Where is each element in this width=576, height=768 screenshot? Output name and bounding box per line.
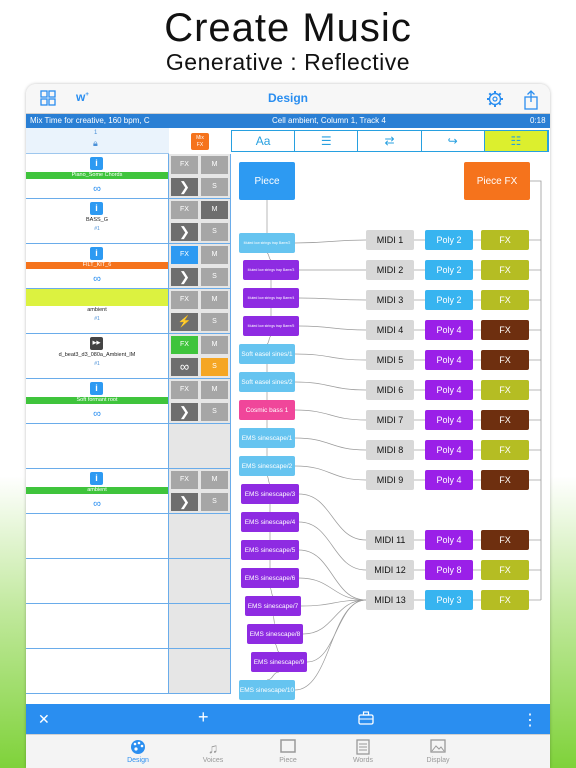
poly-node[interactable]: Poly 4 [425, 530, 473, 550]
track-controls [169, 154, 231, 694]
chevron-right-icon[interactable]: ❯ [171, 178, 198, 196]
mute-button[interactable]: M [201, 336, 228, 354]
close-icon[interactable]: ✕ [38, 711, 50, 727]
connection-wire [295, 410, 366, 420]
solo-button[interactable]: S [201, 313, 228, 331]
editor-tab-bar [231, 130, 549, 152]
control-row-empty [169, 514, 231, 559]
connection-wire [295, 354, 366, 360]
connection-wire [295, 466, 366, 480]
track-row[interactable] [26, 334, 169, 379]
info-icon[interactable]: i [90, 382, 103, 395]
voice-node[interactable]: EMS sinescape/6 [241, 568, 299, 588]
poly-node[interactable]: Poly 4 [425, 380, 473, 400]
fx-node[interactable]: FX [481, 230, 529, 250]
bottom-tab-bar [26, 734, 550, 768]
connection-wire [299, 326, 366, 330]
mix-fx-line2: FX [196, 142, 204, 148]
track-sub: #1 [94, 316, 100, 322]
tab-label: Display [426, 757, 450, 764]
solo-button[interactable]: S [201, 493, 228, 511]
connection-wire [275, 644, 279, 652]
network-canvas[interactable] [231, 154, 550, 704]
poly-node[interactable]: Poly 4 [425, 470, 473, 490]
fx-button[interactable]: FX [171, 471, 198, 489]
track-row-empty[interactable] [26, 649, 169, 694]
track-row[interactable] [26, 199, 169, 244]
connection-wire [299, 550, 366, 600]
info-icon[interactable]: i [90, 157, 103, 170]
chevron-right-icon[interactable]: ❯ [171, 403, 198, 421]
fx-node[interactable]: FX [481, 530, 529, 550]
control-row [169, 154, 231, 199]
poly-node[interactable]: Poly 4 [425, 440, 473, 460]
promo-title: Create Music [164, 6, 412, 50]
midi-node[interactable]: MIDI 5 [366, 350, 414, 370]
lightning-icon[interactable]: ⚡ [171, 313, 198, 331]
track-name: ambient [87, 307, 107, 313]
voice-node[interactable]: Muted low strings trap Barre/3 [243, 260, 299, 280]
fx-node[interactable]: FX [481, 440, 529, 460]
voice-node[interactable]: EMS sinescape/7 [245, 596, 301, 616]
mute-button[interactable]: M [201, 246, 228, 264]
voice-node[interactable]: Muted low strings trap Barre/5 [243, 316, 299, 336]
connection-wire [303, 600, 366, 634]
connection-wire [273, 616, 275, 624]
track-row[interactable] [26, 469, 169, 514]
fx-node[interactable]: FX [481, 350, 529, 370]
track-row[interactable] [26, 289, 169, 334]
infinity-icon: ∞ [93, 183, 101, 195]
midi-node[interactable]: MIDI 9 [366, 470, 414, 490]
track-name: ambient [26, 487, 168, 494]
square-icon [258, 739, 318, 757]
fx-button[interactable]: FX [171, 291, 198, 309]
control-row [169, 289, 231, 334]
voice-node[interactable]: EMS sinescape/9 [251, 652, 307, 672]
info-icon[interactable]: i [90, 247, 103, 260]
infinity-icon: ∞ [93, 498, 101, 510]
info-icon[interactable]: i [90, 472, 103, 485]
wotja-logo-icon[interactable]: w+ [76, 90, 89, 104]
chevron-right-icon[interactable]: ❯ [171, 268, 198, 286]
fx-node[interactable]: FX [481, 260, 529, 280]
tab-label: Design [127, 757, 149, 764]
control-row-empty [169, 604, 231, 649]
track-sub: #1 [94, 226, 100, 232]
track-name: Soft formant root [26, 397, 168, 404]
cell-status: Cell ambient, Column 1, Track 4 [272, 116, 386, 125]
more-icon[interactable]: ⋮ [522, 712, 538, 729]
track-sub: #1 [94, 361, 100, 367]
voice-node[interactable]: Soft easel sines/1 [239, 344, 295, 364]
fx-node[interactable]: FX [481, 470, 529, 490]
tab-voices[interactable] [183, 739, 243, 764]
fx-node[interactable]: FX [481, 290, 529, 310]
connection-wire [295, 382, 366, 390]
track-row[interactable] [26, 244, 169, 289]
fx-button[interactable]: FX [171, 156, 198, 174]
infinity-button[interactable]: ∞ [171, 358, 198, 376]
poly-node[interactable]: Poly 4 [425, 320, 473, 340]
midi-node[interactable]: MIDI 13 [366, 590, 414, 610]
voice-node[interactable]: Muted low strings trap Barre/2 [239, 233, 295, 253]
piece-fx-node[interactable]: Piece FX [464, 162, 530, 200]
track-row[interactable] [26, 379, 169, 424]
voice-node[interactable]: Cosmic bass 1 [239, 400, 295, 420]
gear-icon[interactable] [486, 90, 504, 108]
add-icon[interactable]: + [198, 707, 209, 727]
midi-node[interactable]: MIDI 3 [366, 290, 414, 310]
poly-node[interactable]: Poly 4 [425, 350, 473, 370]
poly-node[interactable]: Poly 8 [425, 560, 473, 580]
voice-node[interactable]: Muted low strings trap Barre/4 [243, 288, 299, 308]
tab-piece[interactable] [258, 739, 318, 764]
page-title: Design [267, 91, 308, 105]
mute-button[interactable]: M [201, 291, 228, 309]
voice-node[interactable]: EMS sinescape/10 [239, 680, 295, 700]
fx-button[interactable]: FX [171, 246, 198, 264]
mix-fx-button[interactable] [191, 133, 209, 150]
document-icon [333, 739, 393, 757]
solo-button[interactable]: S [201, 268, 228, 286]
tab-display[interactable] [408, 739, 468, 764]
connection-wire [299, 298, 366, 300]
control-row [169, 244, 231, 289]
connection-wire [267, 336, 271, 344]
connection-wire [295, 600, 366, 690]
piece-node[interactable]: Piece [239, 162, 295, 200]
fx-node[interactable]: FX [481, 560, 529, 580]
tab-properties[interactable]: ☰ [295, 131, 358, 151]
info-icon[interactable]: i [90, 202, 103, 215]
control-row [169, 469, 231, 514]
status-bar [26, 114, 550, 128]
fx-button[interactable]: FX [171, 201, 198, 219]
infinity-icon: ∞ [93, 408, 101, 420]
midi-node[interactable]: MIDI 2 [366, 260, 414, 280]
track-name: BASS_G [85, 217, 108, 223]
voice-node[interactable]: EMS sinescape/5 [241, 540, 299, 560]
voice-node[interactable]: EMS sinescape/1 [239, 428, 295, 448]
tab-words[interactable] [333, 739, 393, 764]
fx-return-bus [530, 181, 541, 600]
poly-node[interactable]: Poly 4 [425, 410, 473, 430]
mute-button[interactable]: M [201, 381, 228, 399]
mute-button[interactable]: M [201, 156, 228, 174]
image-icon [408, 739, 468, 757]
tab-network[interactable]: ☷ [485, 131, 548, 151]
track-row-empty[interactable] [26, 604, 169, 649]
midi-node[interactable]: MIDI 1 [366, 230, 414, 250]
solo-button[interactable]: S [201, 178, 228, 196]
track-row[interactable] [26, 154, 169, 199]
connection-wire [267, 476, 270, 484]
midi-node[interactable]: MIDI 11 [366, 530, 414, 550]
solo-button[interactable]: S [201, 223, 228, 241]
tab-routing[interactable]: ↪ [422, 131, 485, 151]
control-row [169, 334, 231, 379]
lock-icon[interactable]: 🔒︎ [93, 138, 98, 148]
music-note-icon: ♫ [207, 740, 219, 756]
midi-node[interactable]: MIDI 7 [366, 410, 414, 430]
fx-node[interactable]: FX [481, 320, 529, 340]
app-window [26, 84, 550, 768]
lock-number: 1 [94, 130, 98, 136]
control-row-empty [169, 559, 231, 604]
midi-node[interactable]: MIDI 12 [366, 560, 414, 580]
briefcase-icon[interactable] [358, 711, 374, 730]
connection-wire [295, 240, 366, 243]
control-row [169, 199, 231, 244]
fast-forward-icon[interactable]: ▶▶ [90, 337, 103, 350]
poly-node[interactable]: Poly 2 [425, 230, 473, 250]
track-name: Piano_Some Chords [26, 172, 168, 179]
fx-node[interactable]: FX [481, 380, 529, 400]
mute-button[interactable]: M [201, 471, 228, 489]
connection-wire [270, 588, 273, 596]
control-row [169, 379, 231, 424]
poly-node[interactable]: Poly 2 [425, 260, 473, 280]
mix-fx-line1: Mix [196, 135, 204, 141]
tab-label: Words [352, 757, 374, 764]
tab-design[interactable] [108, 739, 168, 764]
bottom-toolbar [26, 704, 550, 734]
track-row-empty[interactable] [26, 514, 169, 559]
palette-icon [108, 739, 168, 757]
infinity-icon: ∞ [93, 273, 101, 285]
control-row-empty [169, 649, 231, 694]
control-row-empty [169, 424, 231, 469]
lock-row [26, 128, 169, 154]
fx-node[interactable]: FX [481, 590, 529, 610]
share-icon[interactable] [522, 90, 540, 108]
midi-node[interactable]: MIDI 8 [366, 440, 414, 460]
poly-node[interactable]: Poly 3 [425, 590, 473, 610]
solo-button[interactable]: S [201, 403, 228, 421]
mute-button[interactable]: M [201, 201, 228, 219]
connection-wire [299, 522, 366, 570]
midi-node[interactable]: MIDI 4 [366, 320, 414, 340]
track-row-empty[interactable] [26, 559, 169, 604]
midi-node[interactable]: MIDI 6 [366, 380, 414, 400]
track-list [26, 154, 169, 694]
track-row-empty[interactable] [26, 424, 169, 469]
connection-wire [295, 438, 366, 450]
chevron-right-icon[interactable]: ❯ [171, 223, 198, 241]
voice-node[interactable]: EMS sinescape/8 [247, 624, 303, 644]
connection-wire [299, 578, 366, 600]
solo-button[interactable]: S [201, 358, 228, 376]
track-name: d_beat3_d3_080a_Ambient_IM [58, 352, 136, 358]
navigation-bar [26, 84, 550, 114]
fx-node[interactable]: FX [481, 410, 529, 430]
poly-node[interactable]: Poly 2 [425, 290, 473, 310]
time-display: 0:18 [530, 116, 546, 125]
promo-subtitle: Generative : Reflective [165, 49, 411, 75]
mix-status: Mix Time for creative, 160 bpm, C [30, 116, 150, 125]
tab-mixer[interactable]: ⇄ [358, 131, 421, 151]
tab-label: Piece [279, 757, 297, 764]
fx-button[interactable]: FX [171, 336, 198, 354]
connection-wire [267, 672, 279, 680]
track-name: FILT_KIT_6 [26, 262, 168, 269]
voice-node[interactable]: EMS sinescape/3 [241, 484, 299, 504]
track-highlight [26, 289, 168, 306]
tab-label: Voices [202, 757, 224, 764]
connection-wire [299, 494, 366, 540]
fx-button[interactable]: FX [171, 381, 198, 399]
chevron-right-icon[interactable]: ❯ [171, 493, 198, 511]
voice-node[interactable]: Soft easel sines/2 [239, 372, 295, 392]
voice-node[interactable]: EMS sinescape/2 [239, 456, 295, 476]
tab-text[interactable]: Aa [232, 131, 295, 151]
voice-node[interactable]: EMS sinescape/4 [241, 512, 299, 532]
connection-wire [267, 253, 271, 260]
